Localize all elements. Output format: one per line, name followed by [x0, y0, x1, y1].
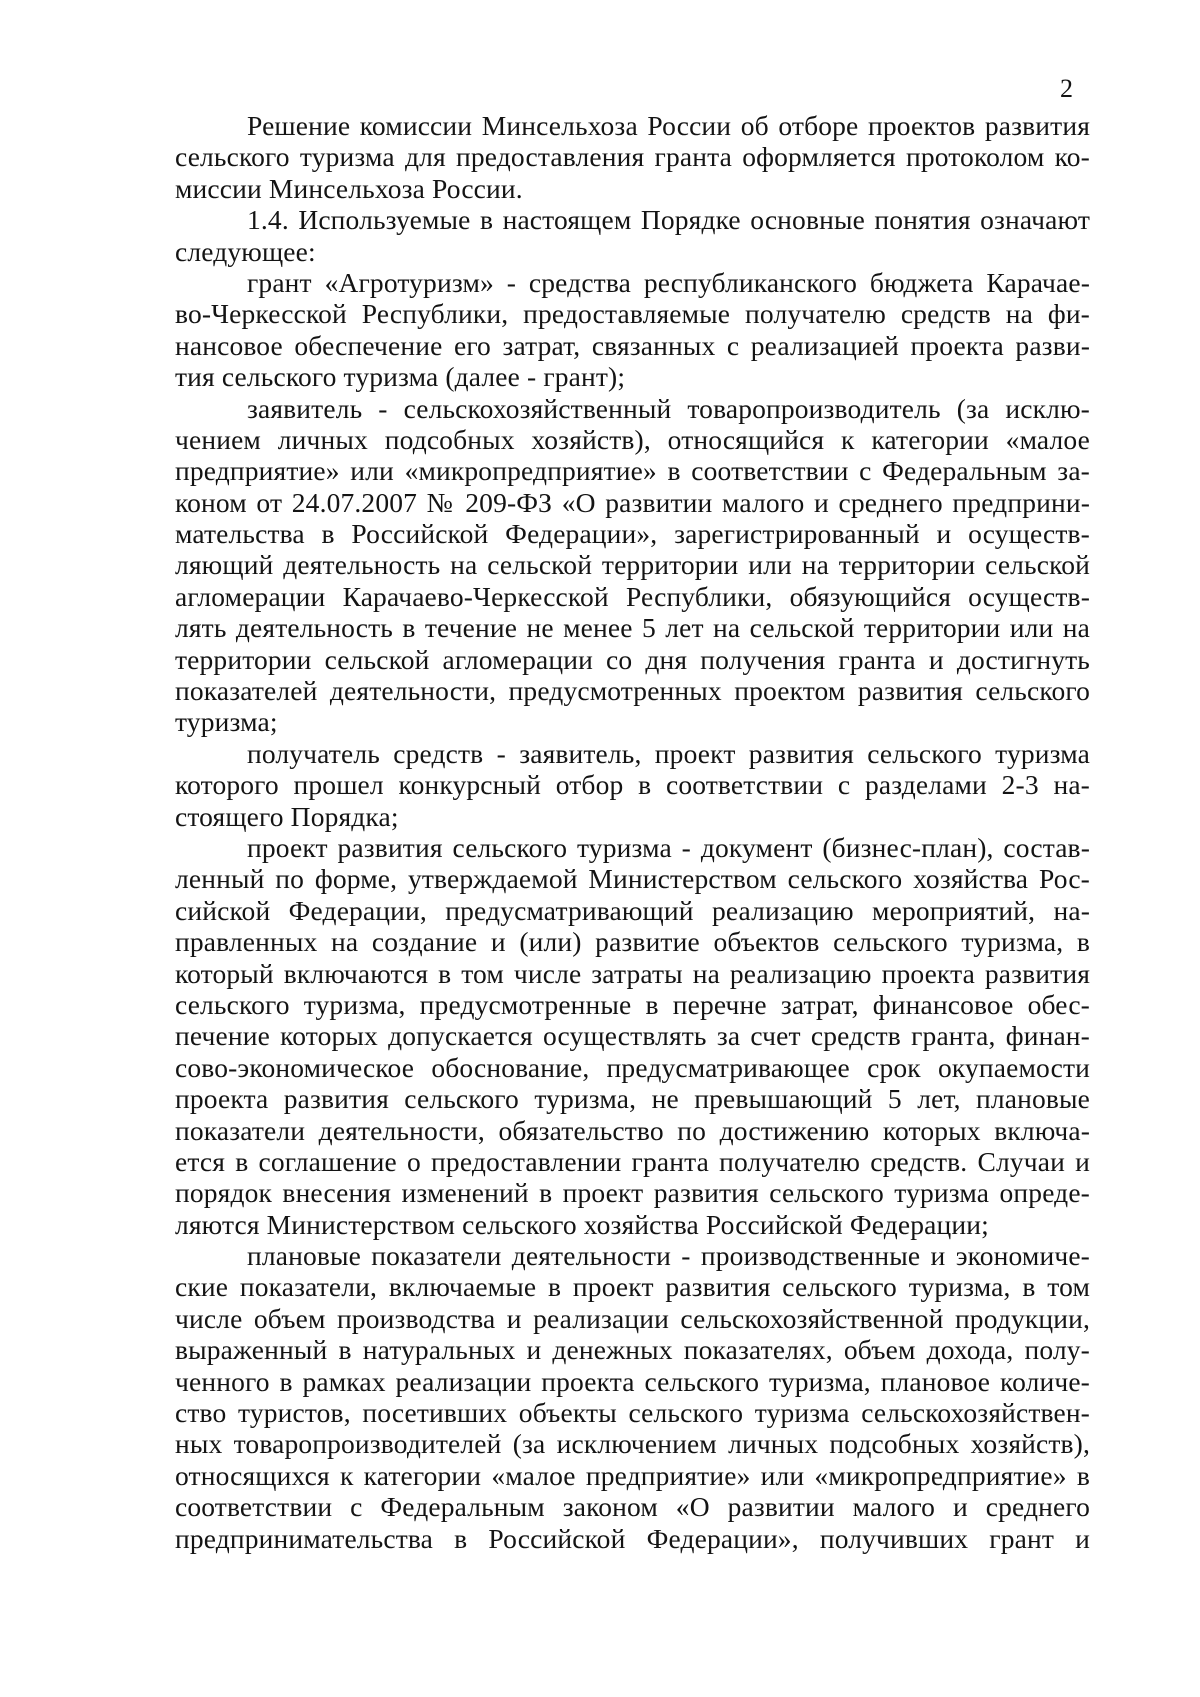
text-line: предпринимательства в Российской Федерации», получивших грант и	[175, 1522, 1090, 1554]
text-line: ных товаропроизводителей (за исключением личных подсобных хозяйств),	[175, 1428, 1090, 1460]
text-line: ленный по форме, утверждаемой Министерством сельского хозяйства Рос-	[175, 863, 1090, 895]
text-line: Решение комиссии Минсельхоза России об отборе проектов развития	[247, 110, 1090, 141]
text-line: нансовое обеспечение его затрат, связанных с реализацией проекта разви-	[175, 329, 1090, 361]
text-line: показателей деятельности, предусмотренных проектом развития сельского	[175, 675, 1090, 707]
text-line: соответствии с Федеральным законом «О развитии малого и среднего	[175, 1491, 1090, 1523]
text-line: показатели деятельности, обязательство по достижению которых включа-	[175, 1114, 1090, 1146]
text-line: числе объем производства и реализации сельскохозяйственной продукции,	[175, 1302, 1090, 1334]
text-line: агломерации Карачаево-Черкесской Республики, обязующийся осуществ-	[175, 580, 1090, 612]
text-line: миссии Минсельхоза России.	[175, 172, 523, 204]
text-line: тия сельского туризма (далее - грант);	[175, 361, 626, 393]
text-line: мательства в Российской Федерации», зарегистрированный и осуществ-	[175, 518, 1090, 550]
text-line: порядок внесения изменений в проект развития сельского туризма опреде-	[175, 1177, 1090, 1209]
text-line: ченного в рамках реализации проекта сельского туризма, плановое количе-	[175, 1365, 1090, 1397]
text-line: плановые показатели деятельности - производственные и экономиче-	[247, 1240, 1090, 1272]
text-line: получатель средств - заявитель, проект развития сельского туризма	[247, 737, 1090, 769]
text-line: ство туристов, посетивших объекты сельского туризма сельскохозяйствен-	[175, 1397, 1090, 1429]
text-line: сово-экономическое обоснование, предусматривающее срок окупаемости	[175, 1051, 1090, 1083]
text-line: сийской Федерации, предусматривающий реализацию мероприятий, на-	[175, 894, 1090, 926]
text-line: туризма;	[175, 706, 278, 738]
text-line: который включаются в том числе затраты на реализацию проекта развития	[175, 957, 1090, 989]
page-number: 2	[1060, 74, 1073, 103]
text-line: следующее:	[175, 235, 316, 267]
text-line: территории сельской агломерации со дня получения гранта и достигнуть	[175, 643, 1090, 675]
text-line: стоящего Порядка;	[175, 800, 399, 832]
text-line: во-Черкесской Республики, предоставляемые получателю средств на фи-	[175, 298, 1090, 330]
text-line: проект развития сельского туризма - документ (бизнес-план), состав-	[247, 831, 1090, 863]
text-line: относящихся к категории «малое предприятие» или «микропредприятие» в	[175, 1459, 1090, 1491]
text-line: сельского туризма, предусмотренные в перечне затрат, финансовое обес-	[175, 988, 1090, 1020]
text-line: заявитель - сельскохозяйственный товаропроизводитель (за исклю-	[247, 392, 1090, 424]
text-line: ские показатели, включаемые в проект развития сельского туризма, в том	[175, 1271, 1090, 1303]
text-line: проекта развития сельского туризма, не превышающий 5 лет, плановые	[175, 1083, 1090, 1115]
text-line: лять деятельность в течение не менее 5 лет на сельской территории или на	[175, 612, 1090, 644]
document-body	[175, 110, 1090, 1554]
text-line: ляющий деятельность на сельской территории или на территории сельской	[175, 549, 1090, 581]
text-line: предприятие» или «микропредприятие» в соответствии с Федеральным за-	[175, 455, 1090, 487]
text-line: 1.4. Используемые в настоящем Порядке основные понятия означают	[247, 204, 1090, 236]
text-line: чением личных подсобных хозяйств), относящийся к категории «малое	[175, 423, 1090, 455]
text-line: правленных на создание и (или) развитие объектов сельского туризма, в	[175, 926, 1090, 958]
text-line: печение которых допускается осуществлять за счет средств гранта, финан-	[175, 1020, 1090, 1052]
text-line: грант «Агротуризм» - средства республиканского бюджета Карачае-	[247, 266, 1090, 298]
text-line: коном от 24.07.2007 № 209-ФЗ «О развитии малого и среднего предприни-	[175, 486, 1090, 518]
text-line: ется в соглашение о предоставлении гранта получателю средств. Случаи и	[175, 1145, 1090, 1177]
text-line: сельского туризма для предоставления гранта оформляется протоколом ко-	[175, 141, 1090, 173]
text-line: ляются Министерством сельского хозяйства Российской Федерации;	[175, 1208, 989, 1240]
text-line: выраженный в натуральных и денежных показателях, объем дохода, полу-	[175, 1334, 1090, 1366]
text-line: которого прошел конкурсный отбор в соответствии с разделами 2-3 на-	[175, 769, 1090, 801]
